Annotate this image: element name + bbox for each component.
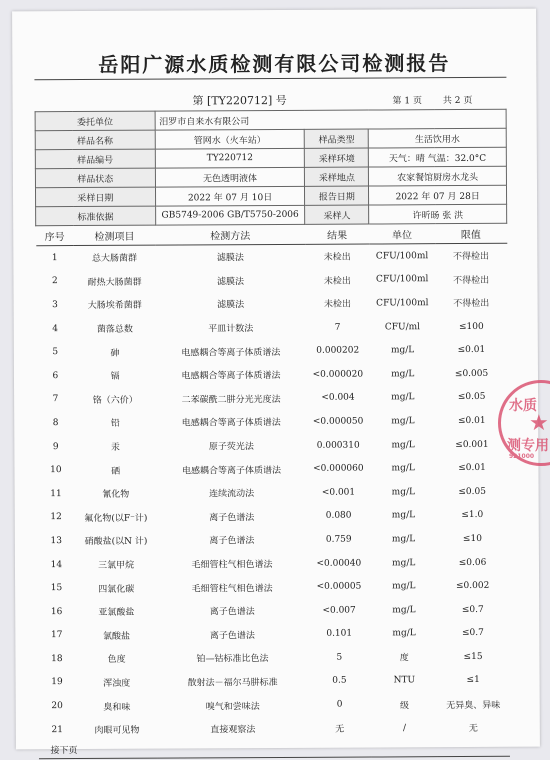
cell-result: 0.759 (325, 534, 352, 545)
cell-method: 嗅气和尝味法 (205, 701, 260, 712)
cell-no: 8 (52, 418, 59, 429)
cell-method: 二苯碳酰二肼分光光度法 (181, 394, 281, 406)
cell-item: 氟化物(以F⁻计) (84, 513, 148, 524)
table-row (36, 362, 507, 388)
cell-unit: mg/L (391, 510, 416, 521)
sample-type-label: 样品类型 (305, 129, 369, 148)
cell-method: 连续流动法 (209, 489, 255, 500)
info-row-sample-name (35, 128, 506, 149)
cell-result: <0.000050 (312, 416, 364, 427)
col-header-limit: 限值 (435, 223, 507, 243)
cell-item: 四氯化碳 (98, 584, 135, 595)
cell-no: 21 (51, 724, 63, 735)
table-row (38, 598, 509, 624)
table-row (38, 716, 509, 742)
cell-no: 9 (52, 441, 59, 452)
table-row (36, 338, 507, 364)
table-row (36, 243, 507, 270)
cell-item: 色度 (107, 655, 126, 666)
info-row-standard (36, 204, 507, 225)
cell-result: 未检出 (323, 252, 351, 264)
seal-star-icon: ★ (529, 411, 549, 436)
standard-label: 标准依据 (36, 206, 156, 226)
cell-no: 11 (50, 488, 62, 499)
cell-result: <0.000060 (313, 463, 364, 474)
cell-unit: mg/L (392, 604, 416, 616)
cell-item: 硝酸盐(以N 计) (84, 537, 148, 548)
cell-no: 6 (52, 370, 59, 381)
cell-item: 耐热大肠菌群 (87, 277, 142, 288)
table-row (38, 692, 509, 718)
table-row (36, 267, 507, 293)
cell-method: 离子色谱法 (209, 512, 255, 524)
cell-method: 电感耦合等离子体质谱法 (181, 347, 281, 359)
info-row-dates (35, 185, 506, 206)
cell-method: 毛细管柱气相色谱法 (191, 583, 273, 595)
page-total: 共 2 页 (442, 95, 473, 107)
cell-result: <0.001 (321, 487, 356, 498)
col-header-unit: 单位 (369, 224, 435, 244)
cell-method: 电感耦合等离子体质谱法 (181, 465, 282, 477)
cell-unit: mg/L (391, 416, 415, 427)
table-row (37, 433, 508, 459)
cell-limit: ≤0.001 (455, 439, 489, 450)
info-row-sample-no (35, 147, 506, 168)
info-row-state (35, 166, 506, 187)
cell-unit: mg/L (391, 392, 415, 403)
cell-no: 19 (51, 677, 63, 688)
client-label: 委托单位 (35, 111, 155, 131)
cell-item: 菌落总数 (96, 324, 133, 336)
table-row (38, 645, 509, 671)
cell-result: 0.5 (332, 676, 347, 687)
cell-unit: mg/L (391, 487, 416, 498)
cell-limit: ≤0.01 (457, 345, 486, 356)
table-row (37, 527, 508, 553)
table-row (37, 503, 508, 529)
continue-row (38, 739, 509, 759)
cell-result: 0.080 (325, 510, 352, 522)
cell-item: 砷 (110, 348, 120, 359)
cell-limit: 不得检出 (453, 275, 490, 286)
cell-limit: ≤10 (462, 533, 482, 544)
cell-item: 氯酸盐 (102, 631, 131, 642)
cell-unit: CFU/ml (384, 321, 421, 333)
cell-unit: CFU/100ml (376, 298, 429, 309)
cell-unit: mg/L (392, 581, 416, 592)
state-value: 无色透明液体 (155, 167, 305, 187)
cell-result: <0.007 (322, 605, 356, 616)
cell-no: 2 (51, 276, 58, 287)
cell-item: 肉眼可见物 (94, 725, 140, 737)
cell-item: 氰化物 (102, 490, 130, 501)
cell-unit: mg/L (391, 463, 415, 474)
cell-limit: ≤0.7 (461, 604, 484, 615)
results-header (36, 223, 507, 245)
cell-method: 电感耦合等离子体质谱法 (181, 418, 281, 429)
col-header-method: 检测方法 (155, 224, 305, 245)
page-current: 第 1 页 (392, 96, 423, 107)
cell-no: 20 (51, 701, 63, 712)
cell-limit: 不得检出 (452, 252, 489, 263)
env-value: 天气：晴 气温：32.0°C (369, 147, 507, 167)
col-header-item: 检测项目 (73, 225, 155, 245)
report-date-value: 2022 年 07 月 28日 (369, 185, 507, 205)
report-date-label: 报告日期 (305, 186, 369, 205)
cell-limit: ≤15 (463, 651, 483, 662)
cell-method: 毛细管柱气相色谱法 (191, 560, 273, 571)
seal-text-bottom: 测专用 (507, 438, 549, 454)
cell-result: 7 (334, 322, 341, 333)
page-indicator (393, 93, 491, 107)
sample-name-value: 管网水（火车站） (155, 129, 305, 149)
report-number: 第 [TY220712] 号 (192, 93, 287, 108)
sample-no-value: TY220712 (155, 148, 305, 168)
table-footer (38, 739, 509, 759)
cell-no: 10 (50, 465, 62, 476)
cell-item: 镉 (110, 372, 120, 383)
cell-result: 未检出 (323, 276, 351, 287)
col-header-no: 序号 (36, 226, 74, 246)
table-row (36, 315, 507, 341)
sample-date-value: 2022 年 07 月 10日 (155, 186, 305, 206)
cell-limit: 无异臭、异味 (446, 700, 501, 711)
cell-item: 铅 (110, 419, 120, 430)
table-row (37, 385, 508, 411)
cell-no: 16 (50, 606, 63, 617)
cell-limit: ≤0.005 (454, 368, 489, 379)
cell-no: 14 (50, 559, 63, 570)
cell-result: 未检出 (323, 300, 352, 311)
cell-result: <0.00005 (316, 581, 362, 592)
cell-unit: CFU/100ml (376, 274, 429, 285)
cell-no: 5 (52, 347, 59, 358)
cell-item: 总大肠菌群 (92, 254, 138, 265)
cell-method: 铂—钴标准比色法 (196, 654, 269, 665)
env-label: 采样环境 (305, 148, 369, 167)
cell-limit: ≤0.002 (455, 580, 490, 592)
cell-limit: ≤0.01 (458, 463, 486, 474)
cell-result: <0.004 (321, 392, 355, 404)
sample-type-value: 生活饮用水 (369, 128, 507, 148)
cell-item: 三氯甲烷 (98, 560, 135, 571)
cell-no: 7 (52, 394, 59, 405)
standard-value: GB5749-2006 GB/T5750-2006 (155, 205, 305, 225)
cell-no: 3 (52, 300, 58, 311)
cell-item: 亚氯酸盐 (98, 607, 135, 619)
cell-result: <0.00040 (316, 558, 362, 569)
cell-no: 15 (50, 583, 63, 594)
cell-no: 13 (50, 536, 62, 547)
cell-result: 0 (336, 699, 343, 710)
cell-no: 4 (52, 323, 59, 334)
cell-limit: ≤0.7 (461, 628, 484, 639)
cell-unit: mg/L (390, 345, 415, 356)
cell-method: 离子色谱法 (209, 607, 255, 618)
sample-date-label: 采样日期 (35, 187, 155, 207)
cell-method: 滤膜法 (216, 253, 244, 264)
cell-method: 滤膜法 (217, 300, 245, 311)
cell-method: 离子色谱法 (209, 630, 255, 642)
cell-limit: 不得检出 (453, 299, 490, 310)
cell-item: 臭和味 (103, 702, 131, 713)
client-value: 汨罗市自来水有限公司 (155, 109, 507, 130)
cell-result: 0.000310 (316, 440, 360, 451)
state-label: 样品状态 (35, 168, 155, 188)
cell-unit: mg/L (391, 369, 415, 380)
table-row (37, 409, 508, 435)
info-section (35, 109, 507, 225)
info-row-client (35, 109, 506, 130)
cell-unit: 度 (399, 653, 409, 664)
continue-note: 接下页 (38, 739, 509, 759)
table-row (36, 291, 507, 317)
results-body (36, 243, 510, 741)
cell-result: 0.101 (326, 628, 353, 640)
cell-limit: ≤1.0 (461, 510, 484, 521)
sample-no-label: 样品编号 (35, 149, 155, 169)
seal-number: 921000 (509, 453, 535, 460)
cell-unit: mg/L (391, 439, 415, 450)
location-value: 农家餐馆厨房水龙头 (369, 166, 507, 186)
sampler-value: 许昕旸 张 洪 (369, 204, 507, 224)
cell-item: 浑浊度 (103, 678, 131, 689)
cell-method: 电感耦合等离子体质谱法 (181, 371, 281, 382)
sample-name-label: 样品名称 (35, 130, 155, 150)
cell-method: 原子荧光法 (208, 442, 254, 453)
location-label: 采样地点 (305, 167, 369, 186)
report-page (12, 9, 540, 757)
cell-method: 直接观察法 (210, 725, 256, 736)
report-title: 岳阳广源水质检测有限公司检测报告 (98, 51, 451, 77)
cell-unit: mg/L (392, 557, 416, 568)
cell-item: 铬（六价） (92, 395, 138, 406)
cell-item: 汞 (111, 442, 121, 453)
col-header-result: 结果 (305, 224, 369, 244)
cell-no: 17 (50, 630, 63, 641)
cell-unit: 级 (399, 700, 409, 711)
cell-limit: ≤1 (466, 675, 480, 686)
cell-method: 散射法－福尔马肼标准 (187, 677, 278, 689)
cell-limit: ≤0.05 (458, 486, 486, 497)
cell-unit: mg/L (391, 534, 416, 545)
cell-limit: 无 (468, 724, 478, 735)
table-row (37, 551, 508, 577)
cell-no: 1 (51, 252, 58, 263)
cell-item: 大肠埃希菌群 (87, 301, 142, 312)
seal-text-top: 水质 (509, 398, 537, 414)
table-row (37, 480, 508, 506)
cell-no: 18 (51, 654, 63, 665)
cell-unit: / (403, 722, 407, 734)
cell-method: 平皿计数法 (208, 324, 254, 335)
cell-unit: mg/L (392, 628, 416, 639)
cell-limit: ≤100 (458, 321, 484, 332)
cell-item: 硒 (111, 466, 121, 477)
cell-result: <0.000020 (312, 369, 364, 380)
cell-unit: NTU (393, 675, 416, 686)
column-header-row (36, 223, 507, 245)
cell-unit: CFU/100ml (375, 250, 429, 262)
table-row (37, 456, 508, 482)
cell-limit: ≤0.06 (458, 557, 487, 568)
cell-method: 滤膜法 (216, 277, 245, 288)
cell-no: 12 (50, 512, 62, 523)
cell-limit: ≤0.05 (457, 392, 486, 403)
table-row (38, 621, 509, 647)
table-row (38, 574, 509, 600)
cell-result: 无 (335, 724, 345, 735)
cell-result: 0.000202 (316, 345, 360, 356)
cell-result: 5 (336, 652, 343, 663)
cell-limit: ≤0.01 (457, 415, 486, 427)
table-row (38, 668, 509, 694)
cell-method: 离子色谱法 (209, 536, 255, 547)
report-table (35, 109, 510, 760)
sampler-label: 采样人 (305, 205, 369, 224)
